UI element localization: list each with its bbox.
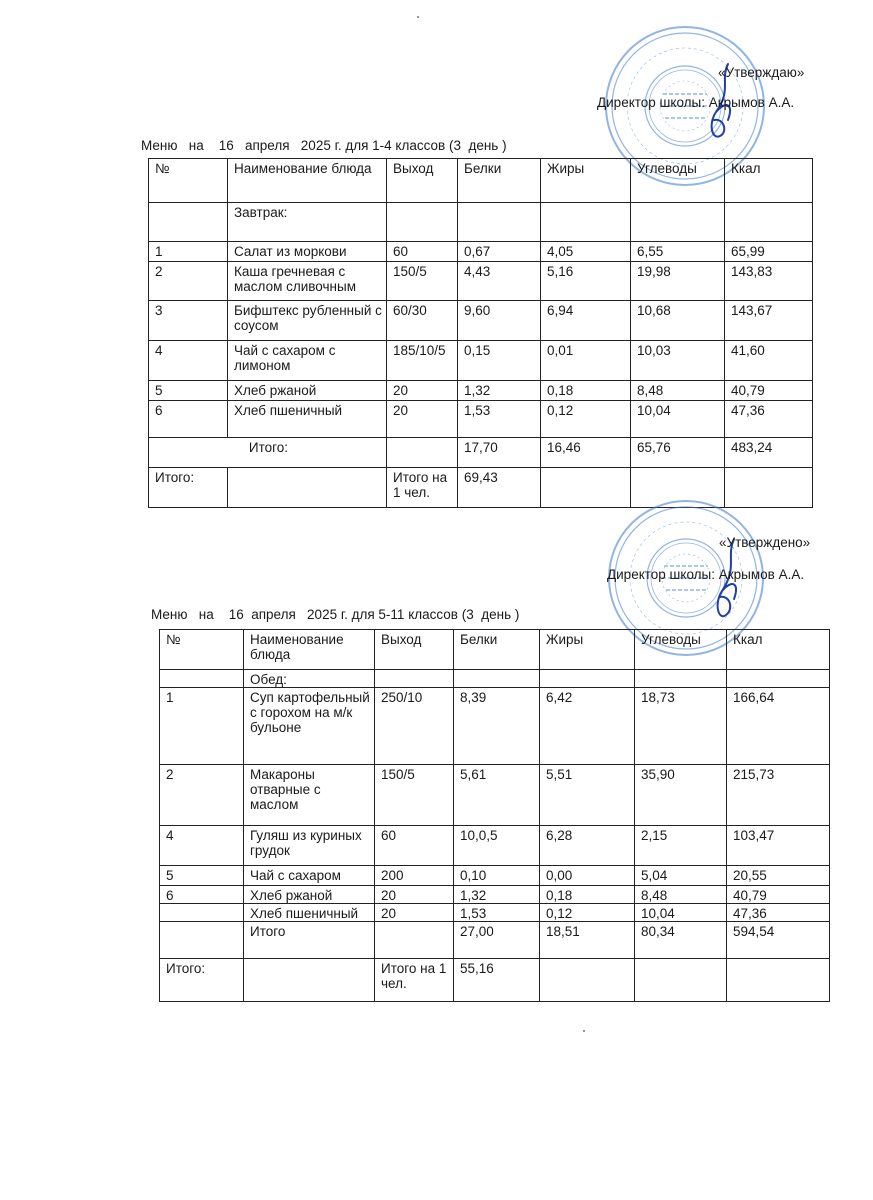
total-row: [149, 468, 813, 508]
header-number: №: [160, 630, 244, 670]
subtotal-row: Итого: 17,70 16,46 65,76 483,24: [149, 438, 813, 468]
subtotal-label: Итого:: [149, 438, 387, 468]
table-row: 1 Салат из моркови 60 0,67 4,05 6,55 65,99: [149, 242, 813, 262]
scan-speck: [583, 1030, 585, 1032]
per-person-label: Итого на 1 чел.: [375, 959, 454, 1002]
table-row: 6 Хлеб ржаной 20 1,32 0,18 8,48 40,79: [160, 886, 830, 904]
table-row: 5 Чай с сахаром 200 0,10 0,00 5,04 20,55: [160, 866, 830, 886]
header-portion: Выход: [387, 159, 458, 203]
table-row: Хлеб пшеничный 20 1,53 0,12 10,04 47,36: [160, 904, 830, 922]
header-kcal: Ккал: [727, 630, 830, 670]
per-person-value: 69,43: [458, 468, 541, 508]
table-row: 2 Каша гречневая с маслом сливочным 150/5 4,43 5,16 19,98 143,83: [149, 262, 813, 301]
header-fats: Жиры: [540, 630, 635, 670]
menu-table-1-4: [148, 158, 813, 508]
approval-signer: Директор школы: Акрымов А.А.: [607, 567, 805, 582]
scan-speck: [417, 16, 419, 18]
per-person-value: 55,16: [454, 959, 540, 1002]
approval-title: «Утверждено»: [719, 535, 811, 550]
table-row: 1 Суп картофельный с горохом на м/к бульоне 250/10 8,39 6,42 18,73 166,64: [160, 688, 830, 765]
header-dish-name: Наименование блюда: [228, 159, 387, 203]
table-row: 3 Бифштекс рубленный с соусом 60/30 9,60 6,94 10,68 143,67: [149, 301, 813, 341]
header-dish-name: Наименование блюда: [244, 630, 375, 670]
approval-title: «Утверждаю»: [718, 65, 805, 80]
header-carbs: Углеводы: [635, 630, 727, 670]
approval-signer: Директор школы: Акрымов А.А.: [597, 95, 795, 110]
menu-table-5-11: [159, 629, 830, 1002]
table-row: 4 Гуляш из куриных грудок 60 10,0,5 6,28 2,15 103,47: [160, 826, 830, 866]
section-row: [149, 203, 813, 242]
header-proteins: Белки: [454, 630, 540, 670]
header-fats: Жиры: [541, 159, 631, 203]
section-label: Обед:: [244, 670, 375, 688]
total-label: Итого:: [160, 959, 244, 1002]
section-label: Завтрак:: [228, 203, 387, 242]
per-person-label: Итого на 1 чел.: [387, 468, 458, 508]
total-row: [160, 959, 830, 1002]
section-row: [160, 670, 830, 688]
header-carbs: Углеводы: [631, 159, 725, 203]
table-header-row: [149, 159, 813, 203]
menu-title-5-11: Меню на 16 апреля 2025 г. для 5-11 классов (3 день ): [151, 607, 520, 622]
table-row: 5 Хлеб ржаной 20 1,32 0,18 8,48 40,79: [149, 381, 813, 401]
subtotal-label: Итого: [244, 922, 375, 959]
header-proteins: Белки: [458, 159, 541, 203]
total-label: Итого:: [149, 468, 228, 508]
menu-title-1-4: Меню на 16 апреля 2025 г. для 1-4 классов (3 день ): [141, 138, 507, 153]
table-row: 4 Чай с сахаром с лимоном 185/10/5 0,15 0,01 10,03 41,60: [149, 341, 813, 381]
table-row: 6 Хлеб пшеничный 20 1,53 0,12 10,04 47,36: [149, 401, 813, 438]
table-header-row: [160, 630, 830, 670]
table-row: 2 Макароны отварные с маслом 150/5 5,61 5,51 35,90 215,73: [160, 765, 830, 826]
header-portion: Выход: [375, 630, 454, 670]
header-number: №: [149, 159, 228, 203]
header-kcal: Ккал: [725, 159, 813, 203]
subtotal-row: Итого 27,00 18,51 80,34 594,54: [160, 922, 830, 959]
